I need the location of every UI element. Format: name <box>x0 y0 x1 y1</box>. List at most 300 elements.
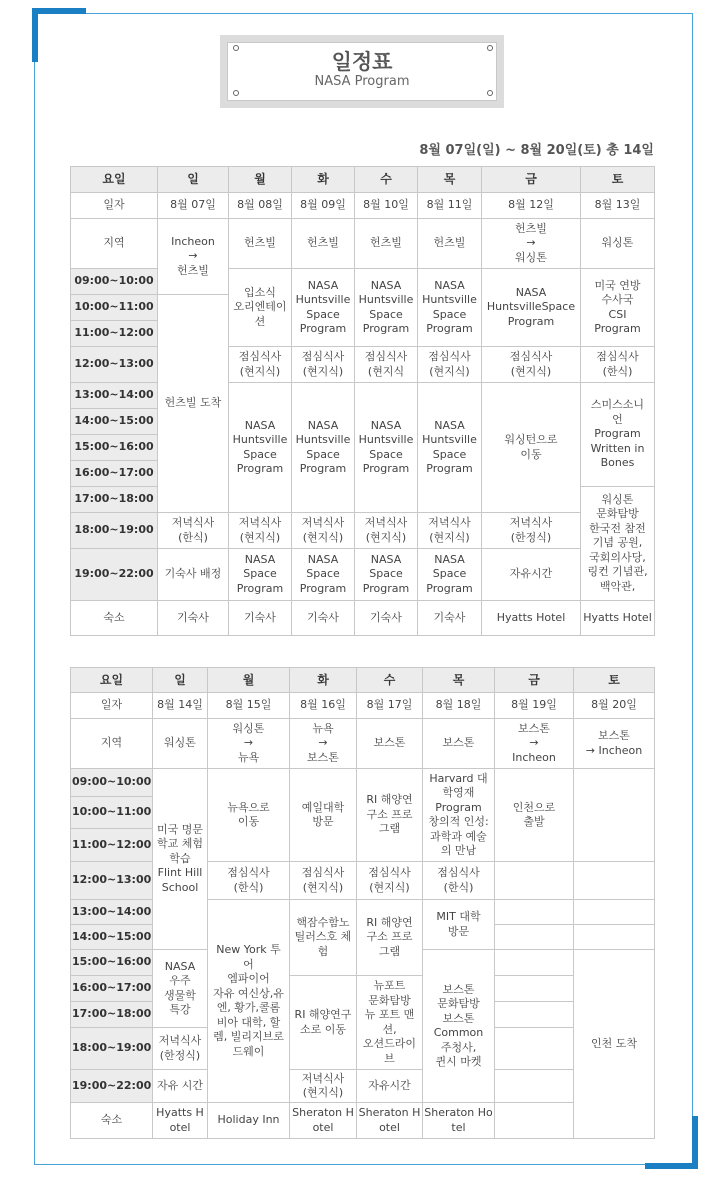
cell-line: Huntsville <box>422 293 477 306</box>
cell-line: NASA <box>515 285 547 299</box>
day-header: 일 <box>158 167 229 193</box>
cell-line: 브 <box>384 1051 395 1065</box>
region-cell <box>355 219 418 269</box>
region-label: 지역 <box>71 719 153 769</box>
cell-line: 점심식사 <box>428 350 471 363</box>
cell-line: Space <box>306 307 340 321</box>
cell-line: 언 <box>612 412 623 426</box>
cell-line: 소로 이동 <box>299 1022 346 1036</box>
cell-line: 뉴포트 <box>373 979 406 992</box>
cell-line: 저녁식사 <box>301 1071 345 1085</box>
date-cell: 8월 10일 <box>355 193 418 219</box>
cell-line: 방문 <box>312 815 334 828</box>
schedule-cell <box>153 769 208 950</box>
cell-line: Space <box>369 307 403 321</box>
schedule-cell <box>581 269 655 347</box>
schedule-cell <box>482 347 581 383</box>
schedule-cell <box>495 769 574 862</box>
cell-line: → <box>318 736 328 750</box>
region-cell <box>158 219 229 295</box>
cell-line: 특강 <box>169 1003 191 1016</box>
date-cell: 8월 09일 <box>292 193 355 219</box>
time-slot: 11:00~12:00 <box>71 321 158 347</box>
cell-line: 저녁식사 <box>301 516 345 529</box>
schedule-cell <box>229 383 292 513</box>
day-header: 수 <box>357 668 423 693</box>
cell-line: Huntsville <box>295 293 351 306</box>
lodging-cell: 기숙사 <box>229 601 292 636</box>
screw-icon <box>487 45 493 51</box>
cell-line: NASA <box>370 278 402 292</box>
cell-line: Huntsville <box>295 433 351 446</box>
cell-line: Space <box>306 567 340 581</box>
time-slot: 09:00~10:00 <box>71 769 153 797</box>
corner-decoration-top-left-vertical <box>32 8 38 62</box>
schedule-cell <box>229 269 292 347</box>
cell-line: 렘, 빌리지브로 <box>213 1030 284 1043</box>
cell-line: (현지식) <box>429 530 470 544</box>
cell-line: RI 해양연구 <box>294 1008 352 1021</box>
schedule-cell <box>423 900 495 950</box>
schedule-cell <box>290 862 357 900</box>
time-slot: 16:00~17:00 <box>71 976 153 1002</box>
cell-line: 저녁식사 <box>238 516 282 529</box>
cell-line: Bones <box>600 456 635 470</box>
schedule-cell: 기숙사 배정 <box>158 549 229 601</box>
schedule-cell <box>229 513 292 549</box>
time-slot: 14:00~15:00 <box>71 409 158 435</box>
date-row <box>71 193 655 219</box>
schedule-cell <box>153 950 208 1028</box>
cell-line: 점심식사 <box>238 350 282 363</box>
cell-line: 뉴 포트 맨 <box>364 1008 415 1021</box>
cell-line: Huntsville <box>422 433 477 446</box>
cell-line: Program <box>362 462 410 475</box>
cell-line: (한식) <box>233 880 264 894</box>
region-cell <box>292 219 355 269</box>
cell-line: 예일대학 <box>301 800 345 814</box>
lodging-cell: Hyatts Hotel <box>482 601 581 636</box>
cell-line: 워싱톤 <box>232 721 265 735</box>
schedule-cell: 자유 시간 <box>153 1070 208 1103</box>
screw-icon <box>233 90 239 96</box>
date-row <box>71 693 655 719</box>
cell-line: RI 해양연 <box>366 793 413 807</box>
region-cell <box>574 719 655 769</box>
schedule-cell: 자유시간 <box>482 549 581 601</box>
cell-line: School <box>161 880 199 894</box>
schedule-cell <box>208 862 290 900</box>
time-slot: 11:00~12:00 <box>71 829 153 862</box>
schedule-cell <box>355 549 418 601</box>
cell-line: Space <box>369 447 403 461</box>
cell-line: Space <box>306 447 340 461</box>
cell-line: (현지식) <box>239 530 281 544</box>
cell-line: (한식) <box>602 364 633 378</box>
region-cell <box>581 219 655 269</box>
cell-line: 미국 연방 <box>594 278 641 292</box>
day-header: 금 <box>482 167 581 193</box>
cell-line: 기념 공원, <box>592 536 643 550</box>
time-slot: 19:00~22:00 <box>71 1070 153 1103</box>
time-slot: 13:00~14:00 <box>71 900 153 925</box>
cell-line: (현지식) <box>429 364 470 378</box>
cell-line: 뉴욕 <box>312 721 334 735</box>
cell-line: Program <box>362 322 410 335</box>
cell-line: 출발 <box>523 815 545 828</box>
cell-line: 헌츠빌 <box>433 236 466 250</box>
cell-line: 구소 프로 <box>366 930 413 944</box>
date-cell: 8월 08일 <box>229 193 292 219</box>
date-cell: 8월 18일 <box>423 693 495 719</box>
cell-line: MIT 대학 <box>436 910 481 923</box>
date-cell: 8월 11일 <box>418 193 482 219</box>
cell-line: → <box>526 236 536 250</box>
schedule-cell <box>495 1070 574 1103</box>
cell-line: NASA <box>370 418 402 432</box>
cell-line: Written in <box>590 441 645 455</box>
cell-line: 그램 <box>378 822 401 836</box>
schedule-cell <box>357 769 423 862</box>
cell-line: (현지식) <box>302 880 344 894</box>
region-row <box>71 719 655 769</box>
cell-line: (현지식) <box>510 364 552 378</box>
cell-line: NASA <box>434 552 465 566</box>
schedule-cell <box>423 769 495 862</box>
cell-line: 저녁식사 <box>364 516 408 529</box>
schedule-table-week1 <box>70 166 655 636</box>
schedule-cell <box>158 513 229 549</box>
day-header: 화 <box>290 668 357 693</box>
cell-line: 뉴욕으로 <box>227 800 270 814</box>
schedule-cell <box>355 513 418 549</box>
time-slot: 18:00~19:00 <box>71 513 158 549</box>
schedule-cell <box>357 976 423 1070</box>
page-subtitle: NASA Program <box>314 74 410 89</box>
cell-line: 수사국 <box>601 293 634 306</box>
cell-line: 링컨 기념관, <box>587 565 648 579</box>
cell-line: CSI <box>608 307 627 321</box>
cell-line: → Incheon <box>585 743 643 757</box>
day-label: 요일 <box>71 668 153 693</box>
cell-line: 오리엔테이 <box>233 300 287 314</box>
cell-line: NASA <box>307 278 339 292</box>
day-row <box>71 668 655 693</box>
cell-line: (한식) <box>443 880 474 894</box>
cell-line: Program <box>362 581 410 595</box>
time-slot: 12:00~13:00 <box>71 347 158 383</box>
cell-line: 입소식 <box>244 285 276 299</box>
cell-line: 점심식사 <box>596 350 639 363</box>
lodging-cell: Hyatts Hotel <box>581 601 655 636</box>
cell-line: → <box>243 736 254 750</box>
cell-line: Space <box>243 447 277 461</box>
cell-line: Program <box>299 462 347 475</box>
cell-line: NASA <box>434 278 465 292</box>
schedule-cell <box>574 900 655 925</box>
corner-decoration-bottom-right-vertical <box>692 1116 698 1169</box>
cell-line: (현지식) <box>302 530 344 544</box>
title-box <box>227 42 497 101</box>
schedule-cell <box>423 950 495 1103</box>
cell-line: NASA <box>164 959 196 973</box>
cell-line: Program <box>236 462 284 475</box>
lodging-cell <box>495 1103 574 1139</box>
date-label: 일자 <box>71 693 153 719</box>
date-label: 일자 <box>71 193 158 219</box>
schedule-cell <box>292 269 355 347</box>
corner-decoration-top-left <box>32 8 86 14</box>
schedule-cell <box>355 383 418 513</box>
cell-line: 보스톤 <box>598 729 630 742</box>
cell-line: 헌츠빌 <box>515 221 547 235</box>
cell-line: 션 <box>254 314 266 328</box>
cell-line: 저녁식사 <box>171 516 215 529</box>
cell-line: 백악관, <box>599 579 636 593</box>
cell-line: 학교 체험 <box>156 837 203 851</box>
day-header: 월 <box>229 167 292 193</box>
schedule-cell <box>581 347 655 383</box>
schedule-cell <box>482 383 581 513</box>
time-slot: 13:00~14:00 <box>71 383 158 409</box>
corner-decoration-bottom-right <box>645 1163 698 1169</box>
cell-line: NASA <box>307 552 339 566</box>
cell-line: 과학과 예술 <box>430 829 487 843</box>
schedule-cell <box>482 513 581 549</box>
cell-line: 문화탐방 <box>368 993 411 1007</box>
time-slot: 09:00~10:00 <box>71 269 158 295</box>
region-label: 지역 <box>71 219 158 269</box>
cell-line: 핵잠수함노 <box>296 915 350 929</box>
schedule-cell <box>495 862 574 900</box>
cell-line: (현지식) <box>365 530 407 544</box>
cell-line: 점심식사 <box>509 350 553 363</box>
date-cell: 8월 19일 <box>495 693 574 719</box>
time-slot: 19:00~22:00 <box>71 549 158 601</box>
region-cell <box>482 219 581 269</box>
cell-line: Program <box>426 581 473 595</box>
cell-line: 엔, 황가,콜롬 <box>216 1001 281 1014</box>
cell-line: (현지식) <box>302 1086 344 1099</box>
cell-line: Huntsville <box>358 433 414 446</box>
schedule-cell <box>574 925 655 950</box>
cell-line: 인천으로 <box>512 800 556 814</box>
cell-line: (한정식) <box>510 530 552 544</box>
schedule-cell <box>495 900 574 925</box>
schedule-cell <box>574 862 655 900</box>
cell-line: Program <box>426 462 473 475</box>
cell-line: (현지식) <box>239 364 281 378</box>
region-cell <box>153 719 208 769</box>
cell-line: 구소 프로 <box>366 807 413 821</box>
cell-line: 창의적 인성: <box>428 815 489 828</box>
cell-line: 이동 <box>520 447 542 461</box>
cell-line: 한국전 참전 <box>589 521 646 535</box>
lodging-cell: Sheraton Hotel <box>423 1103 495 1139</box>
day-header: 금 <box>495 668 574 693</box>
cell-line: 점심식사 <box>364 350 408 363</box>
lodging-cell: Holiday Inn <box>208 1103 290 1139</box>
date-cell: 8월 17일 <box>357 693 423 719</box>
day-header: 일 <box>153 668 208 693</box>
day-row <box>71 167 655 193</box>
schedule-cell <box>418 549 482 601</box>
day-header: 토 <box>581 167 655 193</box>
screw-icon <box>487 90 493 96</box>
cell-line: 주청사, <box>440 1040 477 1054</box>
schedule-cell <box>208 769 290 862</box>
cell-line: 보스톤 <box>442 982 475 996</box>
lodging-cell: Sheraton Hotel <box>290 1103 357 1139</box>
cell-line: 워싱톤 <box>601 492 634 506</box>
day-header: 목 <box>418 167 482 193</box>
date-cell: 8월 20일 <box>574 693 655 719</box>
cell-line: 미국 명문 <box>156 822 203 836</box>
cell-line: 문화탐방 <box>596 507 639 521</box>
cell-line: 점심식사 <box>301 350 345 363</box>
schedule-cell <box>290 1070 357 1103</box>
lodging-cell: 기숙사 <box>292 601 355 636</box>
cell-line: NASA <box>370 552 402 566</box>
cell-line: 보스톤 <box>442 736 475 750</box>
region-cell <box>495 719 574 769</box>
cell-line: 워싱톤 <box>164 736 196 750</box>
schedule-cell <box>357 862 423 900</box>
schedule-cell <box>290 769 357 862</box>
schedule-cell <box>581 487 655 601</box>
cell-line: 드웨이 <box>232 1044 265 1058</box>
cell-line: Program <box>435 800 482 814</box>
cell-line: New York 투 <box>216 943 281 956</box>
schedule-cell <box>153 1028 208 1070</box>
cell-line: 험 <box>317 944 329 958</box>
schedule-cell <box>418 383 482 513</box>
cell-line: 보스톤 <box>518 721 550 735</box>
cell-line: 퀸시 마켓 <box>435 1055 482 1068</box>
cell-line: 점심식사 <box>437 866 480 879</box>
cell-line: (현지식 <box>367 364 405 378</box>
cell-line: 워싱톤 <box>515 250 547 264</box>
cell-line: Harvard 대 <box>429 771 488 785</box>
date-cell: 8월 14일 <box>153 693 208 719</box>
schedule-cell <box>292 549 355 601</box>
cell-line: 이동 <box>237 815 260 828</box>
cell-line: 보스톤 <box>307 750 339 764</box>
cell-line: 방문 <box>447 924 470 938</box>
cell-line: 보스톤 <box>373 736 406 750</box>
cell-line: 국회의사당, <box>589 550 646 564</box>
lodging-cell: Hyatts Hotel <box>153 1103 208 1139</box>
time-slot: 10:00~11:00 <box>71 295 158 321</box>
lodging-cell: 기숙사 <box>355 601 418 636</box>
schedule-cell <box>355 269 418 347</box>
date-cell: 8월 12일 <box>482 193 581 219</box>
cell-line: 오션드라이 <box>362 1037 417 1050</box>
schedule-cell <box>292 513 355 549</box>
cell-line: NASA <box>244 418 276 432</box>
cell-line: 헌츠빌 <box>307 236 339 250</box>
screw-icon <box>233 45 239 51</box>
schedule-cell <box>495 925 574 950</box>
schedule-period: 8월 07일(일) ~ 8월 20일(토) 총 14일 <box>419 143 654 158</box>
page-title: 일정표 <box>331 50 393 74</box>
cell-line: 저녁식사 <box>158 1034 202 1047</box>
cell-line: 의 만남 <box>440 844 477 857</box>
date-cell: 8월 07일 <box>158 193 229 219</box>
schedule-cell <box>482 269 581 347</box>
cell-line: Program <box>236 581 284 595</box>
cell-line: NASA <box>434 418 465 432</box>
schedule-cell <box>208 900 290 1103</box>
lodging-label: 숙소 <box>71 601 158 636</box>
schedule-cell <box>355 347 418 383</box>
cell-line: Program <box>507 314 555 328</box>
cell-line: Space <box>432 447 467 461</box>
time-slot: 16:00~17:00 <box>71 461 158 487</box>
lodging-row <box>71 1103 655 1139</box>
region-cell <box>290 719 357 769</box>
cell-line: 저녁식사 <box>428 516 471 529</box>
cell-line: 션, <box>382 1022 397 1036</box>
date-cell: 8월 15일 <box>208 693 290 719</box>
region-cell <box>423 719 495 769</box>
schedule-cell: 헌츠빌 도착 <box>158 295 229 513</box>
cell-line: NASA <box>307 418 339 432</box>
schedule-table-week2 <box>70 667 655 1139</box>
cell-line: (현지식) <box>369 880 410 894</box>
cell-line: Common <box>433 1026 484 1039</box>
cell-line: 학습 <box>169 851 191 865</box>
cell-line: 문화탐방 <box>437 997 480 1010</box>
schedule-cell <box>357 900 423 976</box>
day-header: 토 <box>574 668 655 693</box>
lodging-cell: 기숙사 <box>158 601 229 636</box>
date-cell: 8월 16일 <box>290 693 357 719</box>
day-header: 목 <box>423 668 495 693</box>
time-row <box>71 1070 655 1103</box>
cell-line: (한정식) <box>159 1048 201 1062</box>
schedule-cell: 인천 도착 <box>574 950 655 1139</box>
cell-line: Space <box>432 307 467 321</box>
cell-line: 점심식사 <box>301 866 345 879</box>
cell-line: 워싱턴으로 <box>504 433 558 446</box>
cell-line: 뉴욕 <box>237 750 260 764</box>
lodging-label: 숙소 <box>71 1103 153 1139</box>
region-cell <box>357 719 423 769</box>
time-slot: 12:00~13:00 <box>71 862 153 900</box>
cell-line: Space <box>243 567 277 581</box>
cell-line: Space <box>369 567 403 581</box>
cell-line: (한식) <box>178 530 208 544</box>
cell-line: HuntsvilleSpace <box>486 300 576 314</box>
cell-line: Program <box>594 427 641 441</box>
schedule-cell <box>495 976 574 1002</box>
cell-line: 점심식사 <box>227 866 270 879</box>
time-row <box>71 769 655 797</box>
cell-line: 스미스소니 <box>590 398 645 412</box>
cell-line: 우주 <box>169 974 191 987</box>
cell-line: 비아 대학, 할 <box>216 1015 281 1029</box>
schedule-cell <box>229 549 292 601</box>
time-slot: 18:00~19:00 <box>71 1028 153 1070</box>
cell-line: Program <box>299 322 347 335</box>
schedule-cell <box>418 347 482 383</box>
cell-line: (현지식) <box>302 364 344 378</box>
schedule-cell <box>423 862 495 900</box>
schedule-cell <box>495 1002 574 1028</box>
cell-line: Flint Hill <box>157 866 203 880</box>
cell-line: 엠파이어 <box>227 972 270 985</box>
